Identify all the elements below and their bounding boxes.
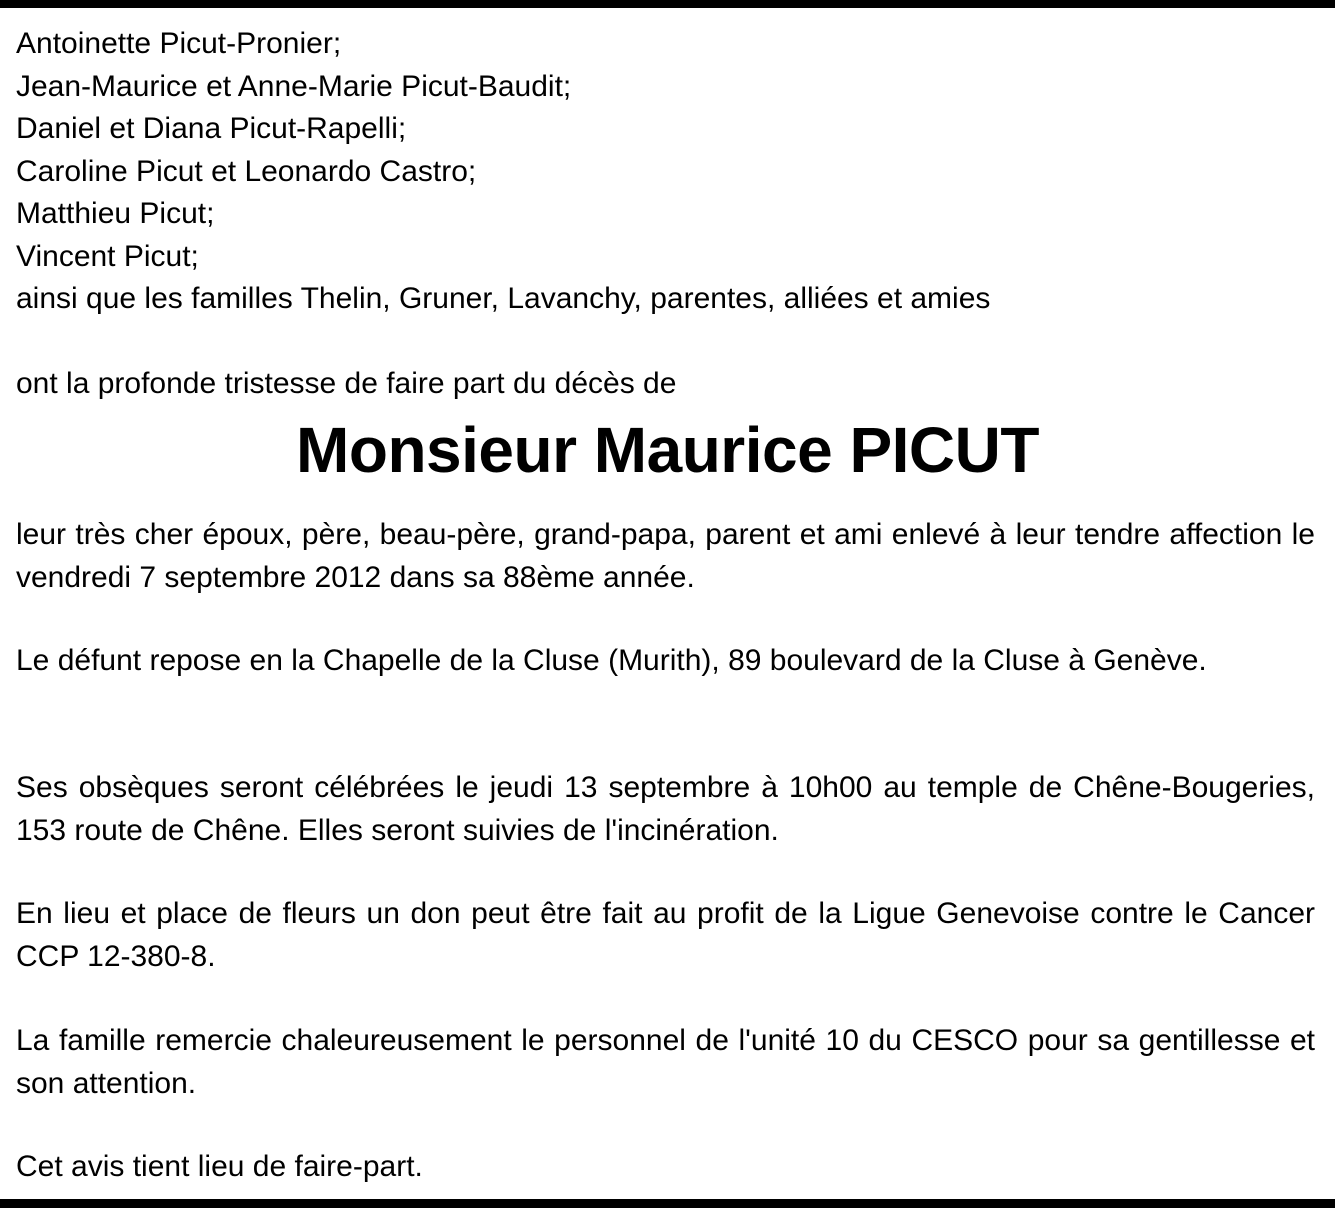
paragraph-notice: Cet avis tient lieu de faire-part.: [16, 1150, 423, 1183]
family-member: Caroline Picut et Leonardo Castro;: [16, 154, 477, 188]
family-member: Vincent Picut;: [16, 239, 199, 273]
intro-text: ont la profonde tristesse de faire part du décès de: [16, 367, 677, 400]
paragraph-donation: En lieu et place de fleurs un don peut être fait au profit de la Ligue Genevoise contre le Cancer CCP 12-380-8.: [16, 897, 1315, 973]
family-member: Daniel et Diana Picut-Rapelli;: [16, 112, 407, 145]
paragraph-relationship: leur très cher époux, père, beau-père, grand-papa, parent et ami enlevé à leur tendre affection le vendredi 7 septembre 2012 dans sa 88ème année.: [16, 518, 1315, 594]
family-list: [16, 23, 1315, 321]
family-member: Matthieu Picut;: [16, 197, 215, 230]
family-member: Jean-Maurice et Anne-Marie Picut-Baudit;: [16, 69, 572, 103]
top-border: [0, 0, 1335, 8]
bottom-border: [0, 1199, 1335, 1208]
deceased-name: Monsieur Maurice PICUT: [296, 414, 1039, 486]
paragraph-thanks: La famille remercie chaleureusement le personnel de l'unité 10 du CESCO pour sa gentillesse et son attention.: [16, 1024, 1315, 1100]
family-extended: ainsi que les familles Thelin, Gruner, Lavanchy, parentes, alliées et amies: [16, 282, 991, 315]
family-member: Antoinette Picut-Pronier;: [16, 27, 342, 60]
paragraph-funeral: Ses obsèques seront célébrées le jeudi 13 septembre à 10h00 au temple de Chêne-Bougeries, 153 route de Chêne. Elles seront suivies de l'incinération.: [16, 771, 1315, 847]
paragraph-resting-place: Le défunt repose en la Chapelle de la Cluse (Murith), 89 boulevard de la Cluse à Genève.: [16, 644, 1207, 677]
